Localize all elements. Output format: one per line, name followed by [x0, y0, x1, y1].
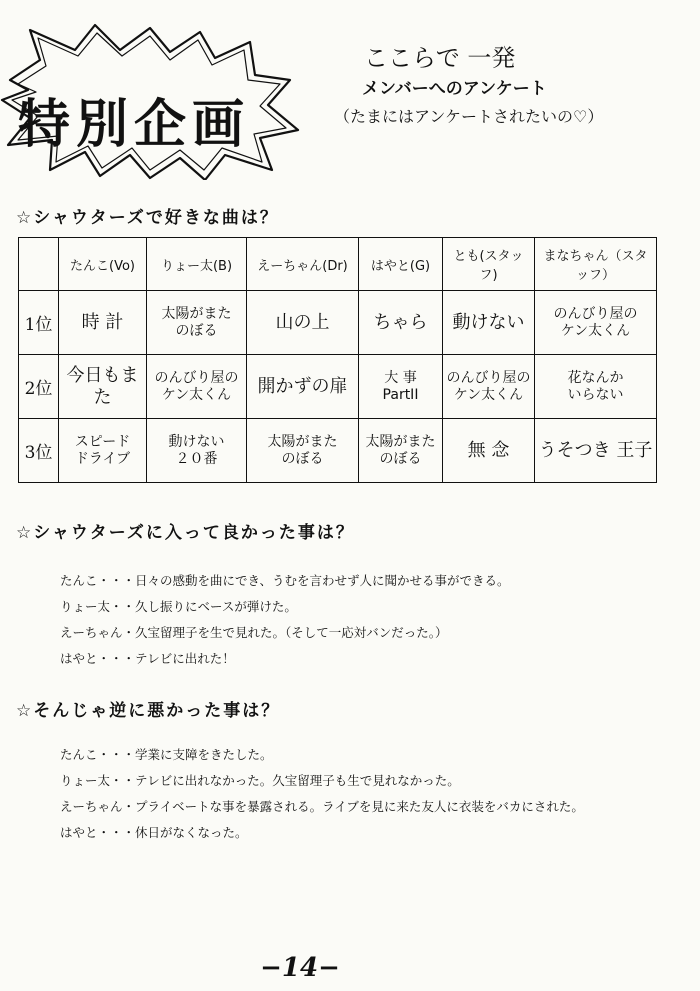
rank-label: 1位 — [19, 291, 59, 355]
table-cell: のんびり屋の ケン太くん — [535, 291, 657, 355]
rank-label: 3位 — [19, 419, 59, 483]
table-row — [19, 355, 657, 419]
column-header: はやと(G) — [359, 238, 443, 291]
title-burst — [0, 20, 300, 180]
answer-line: りょー太・・テレビに出れなかった。久宝留理子も生で見れなかった。 — [60, 773, 460, 788]
subtitle-line-1: ここらで 一発 — [364, 44, 516, 72]
table-cell: 時 計 — [59, 291, 147, 355]
answer-line: りょー太・・久し振りにベースが弾けた。 — [60, 599, 297, 614]
answer-line: えーちゃん・久宝留理子を生で見れた。（そして一応対バンだった。） — [60, 625, 448, 640]
page-number: −14− — [260, 953, 340, 983]
table-cell: 動けない — [443, 291, 535, 355]
rank-label: 2位 — [19, 355, 59, 419]
table-cell: 今日もまた — [59, 355, 147, 419]
column-header: とも(スタッフ) — [443, 238, 535, 291]
table-corner-cell — [19, 238, 59, 291]
table-cell: 太陽がまた のぼる — [147, 291, 247, 355]
answer-line: はやと・・・テレビに出れた！ — [60, 651, 235, 666]
answer-line: たんこ・・・学業に支障をきたした。 — [60, 747, 273, 762]
column-header: たんこ(Vo) — [59, 238, 147, 291]
table-cell: のんびり屋の ケン太くん — [443, 355, 535, 419]
table-cell: 太陽がまた のぼる — [359, 419, 443, 483]
answer-line: はやと・・・休日がなくなった。 — [60, 825, 248, 840]
table-cell: のんびり屋の ケン太くん — [147, 355, 247, 419]
table-cell: 花なんか いらない — [535, 355, 657, 419]
table-cell: スピード ドライブ — [59, 419, 147, 483]
table-cell: うそつき 王子 — [535, 419, 657, 483]
favorite-songs-table — [18, 237, 657, 483]
column-header: えーちゃん(Dr) — [247, 238, 359, 291]
table-row — [19, 419, 657, 483]
q2-heading: ☆シャウターズに入って良かった事は？ — [16, 523, 355, 543]
subtitle-line-3: （たまにはアンケートされたいの♡） — [334, 107, 604, 126]
table-header-row — [19, 238, 657, 291]
q2-answers — [60, 568, 510, 672]
column-header: りょー太(B) — [147, 238, 247, 291]
q3-heading: ☆そんじゃ逆に悪かった事は？ — [16, 701, 281, 721]
column-header: まなちゃん（スタッフ） — [535, 238, 657, 291]
table-row — [19, 291, 657, 355]
table-cell: ちゃら — [359, 291, 443, 355]
answer-line: えーちゃん・プライベートな事を暴露される。ライブを見に来た友人に衣装をバカにされた。 — [60, 799, 584, 814]
q1-heading: ☆シャウターズで好きな曲は？ — [16, 208, 279, 228]
answer-line: たんこ・・・日々の感動を曲にでき、うむを言わせず人に聞かせる事ができる。 — [60, 573, 510, 588]
table-cell: 太陽がまた のぼる — [247, 419, 359, 483]
subtitle-line-2: メンバーへのアンケート — [362, 79, 547, 99]
table-cell: 無 念 — [443, 419, 535, 483]
page-title: 特別企画 — [18, 94, 251, 155]
table-cell: 山の上 — [247, 291, 359, 355]
table-cell: 動けない ２０番 — [147, 419, 247, 483]
table-cell: 開かずの扉 — [247, 355, 359, 419]
q3-answers — [60, 742, 584, 846]
table-cell: 大 事 PartII — [359, 355, 443, 419]
